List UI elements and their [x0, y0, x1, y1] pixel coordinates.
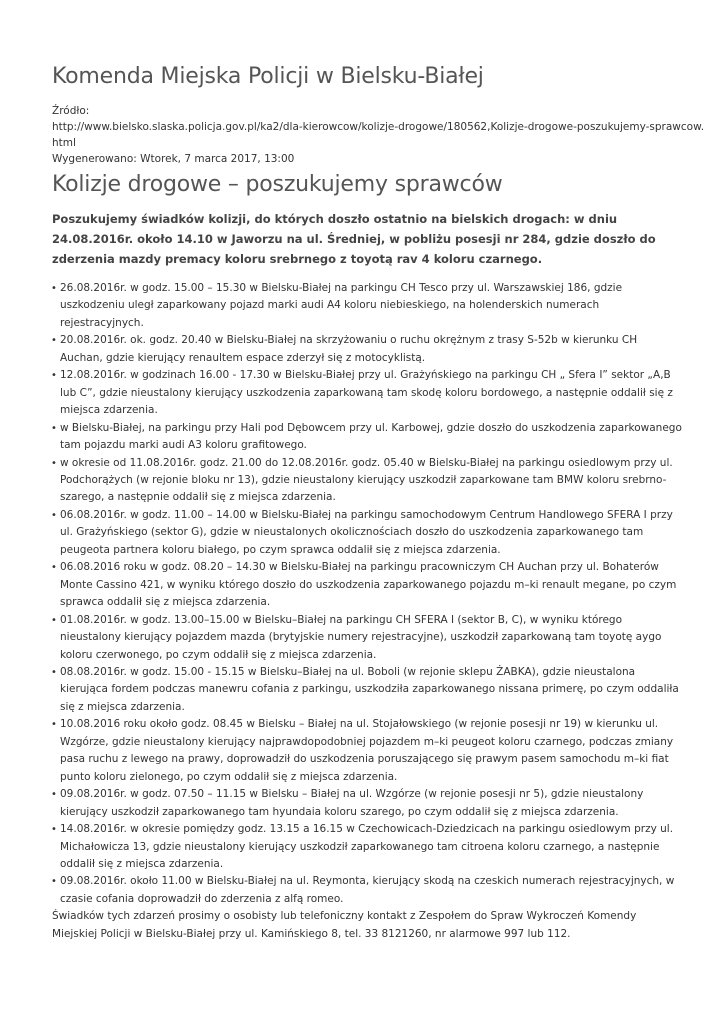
incident-item: • 09.08.2016r. około 11.00 w Bielsku-Białej na ul. Reymonta, kierujący skodą na czeskich numerach rejestracyjnych, w czasie cofania doprowadził do zderzenia z alfą romeo. — [52, 873, 682, 908]
incident-item: • 06.08.2016r. w godz. 11.00 – 14.00 w Bielsku-Białej na parkingu samochodowym Centrum Handlowego SFERA I przy ul. Grażyńskiego (sektor G), gdzie w nieustalonych okolicznościach doszło do uszkodzenia zaparkowanego tam peugeota partnera koloru białego, po czym sprawca oddalił się z miejsca zdarzenia. — [52, 507, 682, 559]
incident-item: • 06.08.2016 roku w godz. 08.20 – 14.30 w Bielsku-Białej na parkingu pracowniczym CH Auchan przy ul. Bohaterów Monte Cassino 421, w wyniku którego doszło do uszkodzenia zaparkowanego pojazdu m–ki renault megane, po czym sprawca oddalił się z miejsca zdarzenia. — [52, 559, 682, 611]
source-url-line-2: html — [52, 137, 76, 149]
site-title: Komenda Miejska Policji w Bielsku-Białej — [52, 64, 484, 89]
incident-item: • 12.08.2016r. w godzinach 16.00 - 17.30 w Bielsku-Białej przy ul. Grażyńskiego na parkingu CH „ Sfera I” sektor „A,B lub C”, gdzie nieustalony kierujący uszkodzenia zaparkowaną tam skodę koloru bordowego, a następnie oddalił się z miejsca zdarzenia. — [52, 367, 682, 419]
incident-item: • w okresie od 11.08.2016r. godz. 21.00 do 12.08.2016r. godz. 05.40 w Bielsku-Białej na parkingu osiedlowym przy ul. Podchorążych (w rejonie bloku nr 13), gdzie nieustalony kierujący uszkodził zaparkowane tam BMW koloru srebrno-szarego, a następnie oddalił się z miejsca zdarzenia. — [52, 455, 682, 507]
closing-paragraph: Świadków tych zdarzeń prosimy o osobisty lub telefoniczny kontakt z Zespołem do Spraw Wykroczeń Komendy Miejskiej Policji w Bielsku-Białej przy ul. Kamińskiego 8, tel. 33 8121260, nr alarmowe 997 lub 112. — [52, 910, 637, 940]
source-url-line-1: http://www.bielsko.slaska.policja.gov.pl/ka2/dla-kierowcow/kolizje-drogowe/180562,Kolizje-drogowe-poszukujemy-sprawcow. — [52, 121, 705, 133]
article-lead: Poszukujemy świadków kolizji, do których doszło ostatnio na bielskich drogach: w dniu 24.08.2016r. około 14.10 w Jaworzu na ul. Średniej, w pobliżu posesji nr 284, gdzie doszło do zderzenia mazdy premacy koloru srebrnego z toyotą rav 4 koloru czarnego. — [52, 212, 656, 266]
incident-item: • 10.08.2016 roku około godz. 08.45 w Bielsku – Białej na ul. Stojałowskiego (w rejonie posesji nr 19) w kierunku ul. Wzgórze, gdzie nieustalony kierujący najprawdopodobniej pojazdem m–ki peugeot koloru czarnego, podczas zmiany pasa ruchu z lewego na prawy, doprowadził do uszkodzenia poruszającego się prawym pasem samochodu m–ki fiat punto koloru zielonego, po czym oddalił się z miejsca zdarzenia. — [52, 716, 682, 786]
incident-item: • 08.08.2016r. w godz. 15.00 - 15.15 w Bielsku–Białej na ul. Boboli (w rejonie sklepu ŻABKA), gdzie nieustalona kierująca fordem podczas manewru cofania z parkingu, uszkodziła zaparkowanego nissana primerę, po czym oddaliła się z miejsca zdarzenia. — [52, 664, 682, 716]
incident-item: • 01.08.2016r. w godz. 13.00–15.00 w Bielsku–Białej na parkingu CH SFERA I (sektor B, C), w wyniku którego nieustalony kierujący pojazdem mazda (brytyjskie numery rejestracyjne), uszkodził zaparkowaną tam toyotę aygo koloru czerwonego, po czym oddalił się z miejsca zdarzenia. — [52, 612, 682, 664]
source-label: Źródło: — [52, 105, 90, 117]
article-title: Kolizje drogowe – poszukujemy sprawców — [52, 172, 503, 197]
incident-item: • w Bielsku-Białej, na parkingu przy Hali pod Dębowcem przy ul. Karbowej, gdzie doszło do uszkodzenia zaparkowanego tam pojazdu marki audi A3 koloru grafitowego. — [52, 420, 682, 455]
generated-timestamp: Wygenerowano: Wtorek, 7 marca 2017, 13:00 — [52, 153, 295, 165]
incident-item: • 26.08.2016r. w godz. 15.00 – 15.30 w Bielsku-Białej na parkingu CH Tesco przy ul. Warszawskiej 186, gdzie uszkodzeniu uległ zaparkowany pojazd marki audi A4 koloru niebieskiego, na holenderskich numerach rejestracyjnych. — [52, 280, 682, 332]
incident-item: • 20.08.2016r. ok. godz. 20.40 w Bielsku-Białej na skrzyżowaniu o ruchu okrężnym z trasy S-52b w kierunku CH Auchan, gdzie kierujący renaultem espace zderzył się z motocyklistą. — [52, 332, 682, 367]
source-meta — [52, 103, 705, 167]
incident-item: • 14.08.2016r. w okresie pomiędzy godz. 13.15 a 16.15 w Czechowicach-Dziedzicach na parkingu osiedlowym przy ul. Michałowicza 13, gdzie nieustalony kierujący uszkodził zaparkowanego tam citroena koloru czarnego, a następnie oddalił się z miejsca zdarzenia. — [52, 821, 682, 873]
incident-list — [52, 280, 682, 908]
incident-item: • 09.08.2016r. w godz. 07.50 – 11.15 w Bielsku – Białej na ul. Wzgórze (w rejonie posesji nr 5), gdzie nieustalony kierujący uszkodził zaparkowanego tam hyundaia koloru szarego, po czym oddalił się z miejsca zdarzenia. — [52, 786, 682, 821]
